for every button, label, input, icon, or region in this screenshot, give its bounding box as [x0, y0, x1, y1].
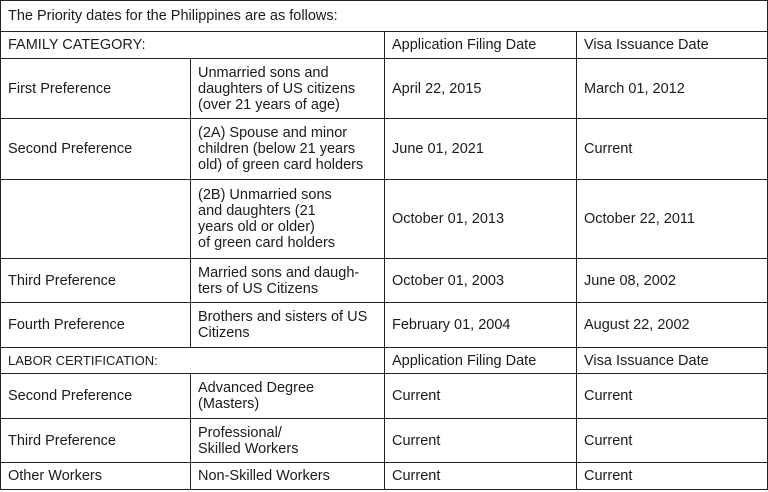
issuance-date-cell: August 22, 2002: [577, 303, 768, 348]
category-cell: Other Workers: [1, 463, 191, 490]
filing-date-cell: Current: [385, 419, 577, 463]
table-row: [1, 463, 768, 490]
filing-date-cell: June 01, 2021: [385, 119, 577, 180]
labor-filing-date-header: Application Filing Date: [385, 348, 577, 374]
filing-date-cell: April 22, 2015: [385, 59, 577, 119]
category-cell: Second Preference: [1, 374, 191, 419]
category-cell: Second Preference: [1, 119, 191, 180]
labor-certification-header: LABOR CERTIFICATION:: [1, 348, 385, 374]
filing-date-cell: February 01, 2004: [385, 303, 577, 348]
family-category-header: FAMILY CATEGORY:: [1, 32, 385, 59]
table-row: [1, 374, 768, 419]
filing-date-cell: Current: [385, 374, 577, 419]
table-row: [1, 59, 768, 119]
category-cell: Fourth Preference: [1, 303, 191, 348]
table-row: [1, 180, 768, 259]
description-cell: Unmarried sons and daughters of US citizens (over 21 years of age): [191, 59, 385, 119]
issuance-date-cell: October 22, 2011: [577, 180, 768, 259]
description-cell: Professional/ Skilled Workers: [191, 419, 385, 463]
description-cell: Married sons and daugh- ters of US Citizens: [191, 259, 385, 303]
issuance-date-cell: March 01, 2012: [577, 59, 768, 119]
description-cell: Brothers and sisters of US Citizens: [191, 303, 385, 348]
table-row: [1, 259, 768, 303]
issuance-date-cell: Current: [577, 374, 768, 419]
issuance-date-cell: June 08, 2002: [577, 259, 768, 303]
table-row: [1, 119, 768, 180]
description-cell: Advanced Degree (Masters): [191, 374, 385, 419]
filing-date-cell: October 01, 2003: [385, 259, 577, 303]
filing-date-cell: Current: [385, 463, 577, 490]
labor-header-row: [1, 348, 768, 374]
category-cell: Third Preference: [1, 259, 191, 303]
description-cell: Non-Skilled Workers: [191, 463, 385, 490]
family-issuance-date-header: Visa Issuance Date: [577, 32, 768, 59]
filing-date-cell: October 01, 2013: [385, 180, 577, 259]
issuance-date-cell: Current: [577, 419, 768, 463]
family-header-row: [1, 32, 768, 59]
category-cell: First Preference: [1, 59, 191, 119]
table-row: [1, 303, 768, 348]
issuance-date-cell: Current: [577, 463, 768, 490]
labor-issuance-date-header: Visa Issuance Date: [577, 348, 768, 374]
table-row: [1, 419, 768, 463]
description-cell: (2B) Unmarried sons and daughters (21 years old or older) of green card holders: [191, 180, 385, 259]
category-cell: Third Preference: [1, 419, 191, 463]
description-cell: (2A) Spouse and minor children (below 21 years old) of green card holders: [191, 119, 385, 180]
category-cell: [1, 180, 191, 259]
issuance-date-cell: Current: [577, 119, 768, 180]
table-title: The Priority dates for the Philippines are as follows:: [1, 1, 768, 32]
title-row: [1, 1, 768, 32]
family-filing-date-header: Application Filing Date: [385, 32, 577, 59]
